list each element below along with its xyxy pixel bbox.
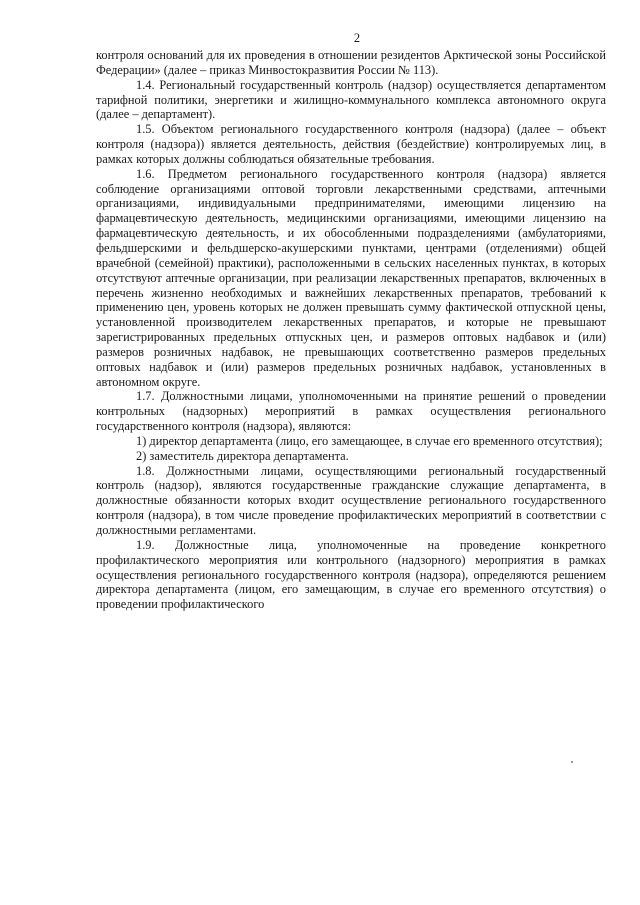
- paragraph-1-6: 1.6. Предметом регионального государственного контроля (надзора) является соблюдение организациями оптовой торговли лекарственными средствами, аптечными организациями, индивидуальными предпринимателями, имеющими лицензию на фармацевтическую деятельность, медицинскими организациями, имеющими лицензию на фармацевтическую деятельность, и их обособленными подразделениями (амбулаториями, фельдшерскими и фельдшерско-акушерскими пунктами, центрами (отделениями) общей врачебной (семейной) практики), расположенными в сельских населенных пунктах, в которых отсутствуют аптечные организации, при реализации лекарственных препаратов, включенных в перечень жизненно необходимых и важнейших лекарственных препаратов, требований к применению цен, уровень которых не должен превышать сумму фактической отпускной цены, установленной производителем лекарственных препаратов, и которые не превышают зарегистрированных предельных отпускных цен, и размеров оптовых надбавок и (или) размеров розничных надбавок, не превышающих соответственно размеров предельных оптовых надбавок и (или) размеров предельных розничных надбавок, установленных в автономном округе.: [96, 166, 606, 389]
- paragraph-1-7-item-1: 1) директор департамента (лицо, его замещающее, в случае его временного отсутствия);: [136, 433, 603, 448]
- paragraph-1-7: 1.7. Должностными лицами, уполномоченными на принятие решений о проведении контрольных (надзорных) мероприятий в рамках осуществления регионального государственного контроля (надзора), являются:: [96, 389, 606, 434]
- paragraph-1-5: 1.5. Объектом регионального государственного контроля (надзора) (далее – объект контроля (надзора)) является деятельность, действия (бездействие) контролируемых лиц, в рамках которых должны соблюдаться обязательные требования.: [96, 122, 606, 166]
- paragraph-continuation: контроля оснований для их проведения в отношении резидентов Арктической зоны Российской Федерации» (далее – приказ Минвостокразвития России № 113).: [96, 48, 606, 77]
- scan-dot: [571, 761, 573, 763]
- paragraph-1-8: 1.8. Должностными лицами, осуществляющими региональный государственный контроль (надзор), являются государственные гражданские служащие департамента, в должностные обязанности которых входит осуществление регионального государственного контроля (надзора), в том числе проведение профилактических мероприятий в соответствии с должностными регламентами.: [96, 463, 606, 537]
- paragraph-1-9: 1.9. Должностные лица, уполномоченные на проведение конкретного профилактического мероприятия или контрольного (надзорного) мероприятия в рамках осуществления регионального государственного контроля (надзора), определяются решением директора департамента (лицом, его замещающим, в случае его временного отсутствия) о проведении профилактического: [96, 537, 606, 612]
- paragraph-1-4: 1.4. Региональный государственный контроль (надзор) осуществляется департаментом тарифной политики, энергетики и жилищно-коммунального комплекса автономного округа (далее – департамент).: [96, 77, 606, 122]
- paragraph-1-7-item-2: 2) заместитель директора департамента.: [136, 448, 349, 463]
- page-number: 2: [353, 31, 361, 45]
